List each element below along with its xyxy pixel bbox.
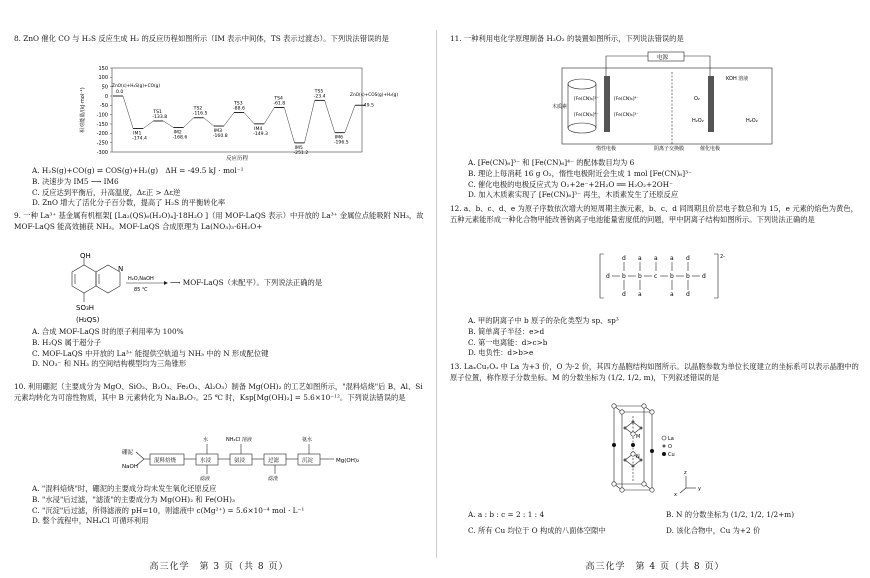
y-tick-label: 50 — [101, 84, 108, 91]
energy-profile-chart — [72, 64, 399, 162]
atom-mid-5: b — [670, 273, 674, 280]
state-name-11: IM6 — [334, 135, 344, 141]
left-footer: 高三化学 第 3 页（共 8 页） — [149, 562, 289, 572]
q12-option-c: C. 第一电离能：d>c>b — [468, 337, 548, 347]
atom-mid-7: d — [702, 273, 706, 280]
path-segment-7 — [264, 108, 274, 124]
input-naoh: NaOH — [122, 464, 138, 470]
axis-x: x — [674, 492, 677, 498]
q13-option-a: A. a : b : c = 2 : 1 : 4 — [468, 510, 545, 519]
x-axis-label: 反应历程 — [225, 156, 249, 162]
oh-group: OH — [80, 252, 91, 260]
legend-cu: Cu — [668, 452, 675, 458]
state-name-0: ZnO(s)+H₂S(g)+CO(g) — [112, 84, 161, 89]
y-tick-label: 100 — [98, 75, 108, 82]
q8-option-b: B. 决速步为 IM5 ⟶ IM6 — [32, 176, 119, 186]
q12-option-d: D. 电负性：d>b>e — [468, 348, 534, 358]
state-name-6: TS3 — [234, 101, 243, 107]
q10-options — [32, 484, 424, 527]
q13-option-c: C. 所有 Cu 均位于 O 构成的八面体空隙中 — [468, 526, 606, 535]
state-name-7: IM4 — [254, 126, 263, 132]
y-axis-label: 相对能量/(kJ·mol⁻¹) — [80, 87, 86, 133]
fe4-label-right: [Fe(CN)₆]⁴⁻ — [614, 97, 639, 102]
path-segment-4 — [204, 118, 214, 126]
q9-option-c: C. MOF-LaQS 中开放的 La³⁺ 能提供空轨道与 NH₃ 中的 N 形成配位键 — [32, 348, 269, 358]
anion-bottom-row — [622, 291, 690, 298]
fe3-label-left: [Fe(CN)₆]³⁻ — [574, 97, 599, 102]
state-value-7: -149.3 — [253, 131, 268, 137]
path-segment-11 — [345, 105, 355, 132]
state-name-8: TS4 — [274, 96, 283, 102]
label-m: M — [636, 434, 641, 440]
y-tick-label: -300 — [96, 149, 108, 156]
atom-mid-3: b — [638, 273, 642, 280]
y-tick-label: 150 — [98, 65, 108, 72]
anion-structure — [598, 250, 728, 302]
electrochem-cell — [554, 48, 794, 152]
question-8 — [14, 34, 424, 45]
atom-bottom-2: a — [638, 291, 642, 298]
product-label: Mg(OH)₂ — [336, 458, 360, 464]
atom-top-3: a — [654, 255, 658, 262]
left-page — [14, 0, 424, 578]
page-divider — [436, 30, 437, 558]
q11-option-c: C. 催化电极的电极反应式为 O₂+2e⁻+2H₂O ══ H₂O₂+2OH⁻ — [468, 179, 673, 189]
question-11 — [450, 34, 860, 45]
state-name-4: TS2 — [193, 106, 203, 112]
state-value-0: 0.0 — [116, 90, 124, 95]
anion-mid-row — [606, 273, 706, 280]
state-value-9: -251.2 — [293, 150, 309, 156]
process-flow — [114, 434, 394, 482]
membrane-label: 阴离子交换膜 — [654, 146, 685, 152]
path-segment-1 — [143, 121, 153, 129]
y-tick-label: -200 — [96, 131, 108, 138]
lignin-label: 木质素 — [552, 104, 568, 110]
q10-option-c: C. "沉淀"后过滤，所得滤液的 pH=10，则滤液中 c(Mg²⁺) = 5.6×10⁻⁴ mol · L⁻¹ — [32, 505, 305, 515]
reagent-ammonia: 氨水 — [302, 437, 313, 443]
atom-top-2: a — [638, 255, 642, 262]
so3h-group: SO₃H — [76, 304, 95, 312]
axis-z: z — [684, 470, 687, 476]
q11-option-d: D. 加入木质素实现了 [Fe(CN)₆]³⁻ 再生，木质素发生了还原反应 — [468, 190, 679, 200]
path-segment-2 — [163, 121, 173, 127]
atom-mid-2: b — [622, 273, 626, 280]
atom-bottom-1: d — [622, 291, 626, 298]
state-value-8: -61.8 — [273, 101, 286, 107]
q8-options — [32, 166, 424, 209]
power-label: 电源 — [657, 55, 669, 61]
question-13 — [450, 362, 860, 384]
reagent-nh4cl: NH₄Cl 溶液 — [226, 437, 252, 443]
path-segment-0 — [123, 96, 133, 129]
q11-stem: 11. 一种利用电化学原理制备 H₂O₂ 的装置如图所示，下列说法错误的是 — [450, 34, 684, 43]
question-9 — [14, 211, 424, 233]
q11-option-b: B. 理论上每消耗 16 g O₂，惰性电极附近会生成 1 mol [Fe(CN)₆]³⁻ — [468, 168, 692, 178]
state-name-10: TS5 — [314, 89, 324, 95]
path-segment-3 — [184, 118, 194, 128]
molecule-label: (H₂QS) — [76, 316, 100, 324]
step-water-leach: 水浸 — [200, 458, 212, 464]
output-residue: 滤渣 — [268, 476, 279, 482]
y-tick-label: -250 — [96, 140, 108, 147]
reagent-water: 水 — [203, 437, 209, 443]
state-value-10: -23.4 — [313, 94, 326, 100]
right-footer: 高三化学 第 4 页（共 8 页） — [585, 562, 725, 572]
condition-label: 85 ℃ — [134, 287, 148, 293]
h2o2-label-cell: H₂O₂ — [692, 118, 704, 124]
atom-bottom-3: a — [670, 291, 674, 298]
o2-label: O₂ — [694, 96, 700, 102]
state-name-2: TS1 — [153, 109, 162, 115]
step-roast: 混料焙烧 — [154, 458, 177, 464]
q13-stem: 13. LaₓCuᵧOᵤ 中 La 为+3 价，O 为-2 价，其四方晶胞结构如图所示。以晶胞参数为单位长度建立的坐标系可以表示晶胞中的原子位置，称作原子分数坐标。M 的分数坐标为 (1/2, 1/2, m)，下列叙述错误的是 — [450, 362, 859, 382]
q10-stem: 10. 利用硼泥（主要成分为 MgO、SiO₂、B₂O₃、Fe₂O₃、Al₂O₃）制备 Mg(OH)₂ 的工艺如图所示，"混料焙烧"后 B、Al、Si 元素均转化为可溶性物质，其中 B 元素转化为 Na₂B₄O₇。25 ℃ 时，Ksp[Mg(OH)₂] = 5.6×10⁻¹²。下列说法错误的是 — [14, 382, 423, 402]
state-value-5: -160.8 — [212, 134, 228, 140]
atom-mid-6: b — [686, 273, 690, 280]
q9-tail: ⟶ MOF-LaQS（未配平）。下列说法正确的是 — [170, 278, 323, 287]
state-value-3: -168.6 — [172, 135, 188, 141]
q10-option-b: B. "水浸"后过滤，"滤渣"的主要成分为 Mg(OH)₂ 和 Fe(OH)₃ — [32, 494, 235, 504]
right-page — [450, 0, 860, 578]
path-segment-6 — [244, 113, 254, 124]
state-value-12: -49.5 — [362, 103, 374, 109]
atom-top-4: a — [670, 255, 674, 262]
path-segment-9 — [305, 100, 315, 143]
state-value-11: -196.5 — [333, 140, 349, 146]
state-name-1: IM1 — [133, 131, 142, 137]
q13-option-d: D. 该化合物中，Cu 为+2 价 — [666, 526, 761, 535]
state-name-3: IM2 — [173, 130, 182, 136]
question-12 — [450, 204, 860, 226]
q11-options — [468, 158, 860, 201]
state-name-5: IM3 — [213, 129, 223, 135]
tetragonal-unit-cell — [600, 398, 710, 498]
step-precipitate: 沉淀 — [302, 458, 314, 464]
state-value-2: -133.8 — [152, 114, 168, 120]
reagent-label: H₂O,NaOH — [128, 276, 154, 282]
path-segment-5 — [224, 113, 234, 126]
q12-option-b: B. 简单离子半径：e>d — [468, 326, 545, 336]
y-tick-label: -100 — [96, 112, 108, 119]
step-filter: 过滤 — [268, 458, 280, 464]
q8-option-d: D. ZnO 增大了活化分子百分数，提高了 H₂S 的平衡转化率 — [32, 198, 226, 208]
fe4-label-left: [Fe(CN)₆]⁴⁻ — [574, 113, 599, 118]
atom-mid-4: c — [654, 273, 658, 280]
catalyst-electrode-label: 催化电极 — [700, 146, 721, 152]
state-value-1: -174.4 — [132, 136, 147, 142]
n-atom: N — [118, 265, 124, 273]
output-filtrate: 滤液 — [200, 476, 211, 482]
y-tick-label: -50 — [99, 103, 108, 110]
q12-stem: 12. a、b、c、d、e 为原子序数依次增大的短周期主族元素，b、c、d 同周期且价层电子数总和为 15，e 元素的焰色为黄色，五种元素能形成一种化合物甲能改善钠离子电池能量密度低的问题，甲中阴离子结构如图所示。下列说法正确的是 — [450, 204, 858, 224]
atom-top-1: d — [622, 255, 626, 262]
question-10 — [14, 382, 424, 404]
atom-bottom-4: d — [686, 291, 690, 298]
q9-option-b: B. H₂QS 属于超分子 — [32, 337, 102, 347]
q12-options — [468, 316, 860, 359]
q8-option-c: C. 反应达到平衡后，升高温度，Δε正 > Δε逆 — [32, 187, 181, 197]
q8-option-a: A. H₂S(g)+CO(g) ⇌ COS(g)+H₂(g) ΔH = -49.5 kJ · mol⁻¹ — [32, 166, 244, 175]
state-value-4: -116.5 — [192, 111, 208, 117]
q9-options — [32, 327, 424, 370]
path-segment-10 — [325, 100, 335, 132]
anion-charge: 2- — [720, 254, 725, 260]
q9-option-a: A. 合成 MOF-LaQS 时的原子利用率为 100% — [32, 327, 184, 336]
axis-y: y — [698, 486, 701, 492]
q12-option-a: A. 甲的阴离子中 b 原子的杂化类型为 sp、sp³ — [468, 316, 619, 325]
h2o2-label-out: H₂O₂ — [746, 118, 758, 124]
koh-label: KOH 溶液 — [726, 76, 749, 82]
input-borax-mud: 硼泥 — [122, 450, 134, 456]
q10-option-d: D. 整个流程中，NH₄Cl 可循环利用 — [32, 516, 149, 526]
state-name-9: IM5 — [294, 145, 303, 151]
path-segment-8 — [284, 108, 294, 143]
state-value-6: -88.6 — [233, 106, 245, 112]
label-n: N — [636, 454, 640, 460]
y-tick-label: 0 — [104, 93, 108, 100]
q9-option-d: D. NO₃⁻ 和 NH₃ 的空间结构模型均为三角锥形 — [32, 359, 187, 369]
legend-la: La — [668, 436, 674, 442]
q13-option-b: B. N 的分数坐标为 (1/2, 1/2, 1/2+m) — [666, 510, 795, 519]
atom-mid-1: d — [606, 273, 610, 280]
inert-electrode-label: 惰性电极 — [596, 146, 617, 152]
h2qs-molecule — [52, 252, 172, 328]
q8-stem: 8. ZnO 催化 CO 与 H₂S 反应生成 H₂ 的反应历程如图所示（IM 表示中间体，TS 表示过渡态）。下列说法错误的是 — [14, 34, 389, 43]
fe3-label-right: [Fe(CN)₆]³⁻ — [614, 113, 639, 118]
state-name-12: ZnO(s)+COS(g)+H₂(g) — [350, 93, 399, 99]
y-tick-label: -150 — [96, 121, 108, 128]
q11-option-a: A. [Fe(CN)₆]³⁻ 和 [Fe(CN)₆]⁴⁻ 的配体数目均为 6 — [468, 158, 635, 167]
q9-stem: 9. 一种 La³⁺ 基金属有机框架[ [La₂(QS)₆(H₂O)₄]·18H₂O ]（用 MOF-LaQS 表示）中开放的 La³⁺ 金属位点能吸附 NH₃，故 MOF-LaQS 能高效捕获 NH₃。MOF-LaQS 合成原理为 La(NO₃)₃·6H₂O+ — [14, 211, 424, 231]
anion-top-row — [622, 255, 690, 262]
q10-option-a: A. "混料焙烧"时，硼泥的主要成分均未发生氧化还原反应 — [32, 484, 217, 493]
atom-top-5: d — [686, 255, 690, 262]
step-ammonia-leach: 氨浸 — [234, 458, 246, 464]
legend-o: O — [668, 444, 672, 450]
